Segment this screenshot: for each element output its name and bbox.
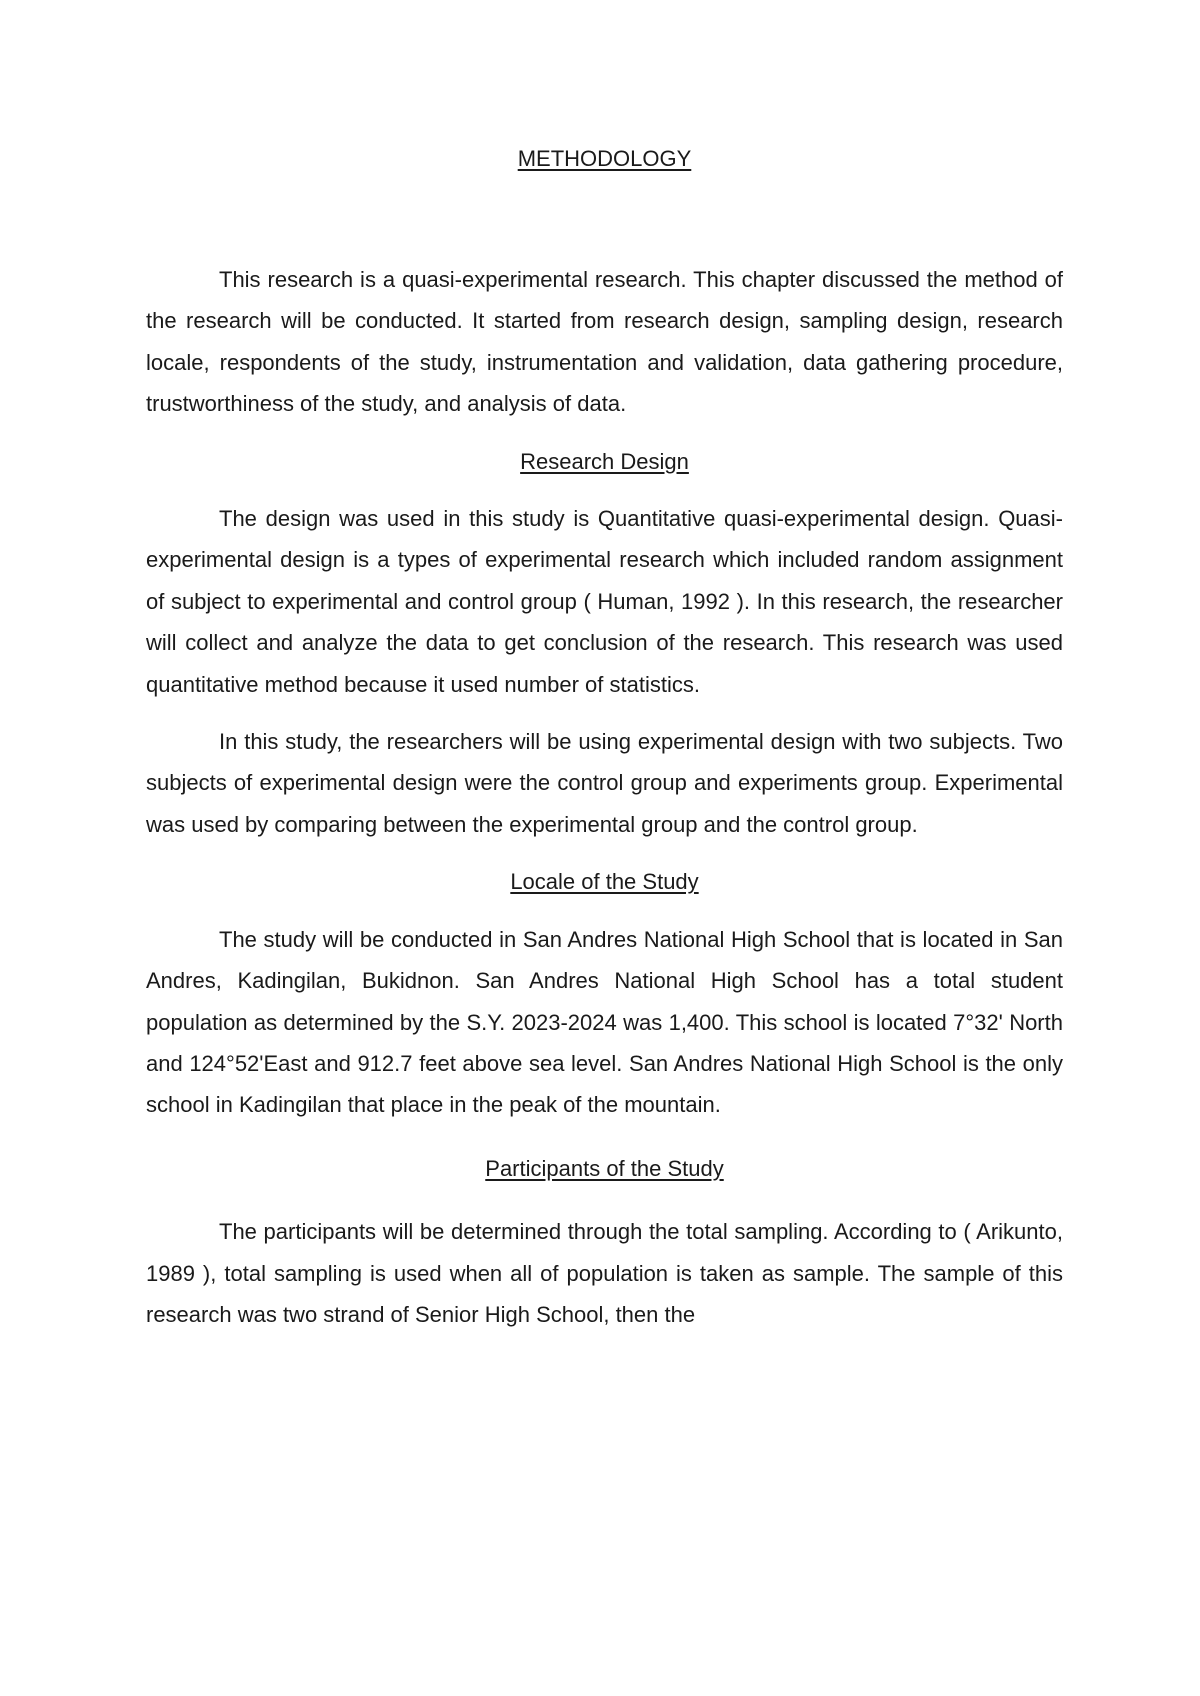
locale-paragraph: The study will be conducted in San Andres National High School that is located in San Andres, Kadingilan, Bukidnon. San Andres National High School has a total student population as determined by the S.Y. 2023-2024 was 1,400. This school is located 7°32' North and 124°52'East and 912.7 feet above sea level. San Andres National High School is the only school in Kadingilan that place in the peak of the mountain.	[146, 926, 1063, 1118]
section-heading-locale: Locale of the Study	[510, 869, 699, 895]
section-heading-participants: Participants of the Study	[485, 1155, 724, 1181]
participants-paragraph: The participants will be determined through the total sampling. According to ( Arikunto, 1989 ), total sampling is used when all of population is taken as sample. The sample of this research was two strand of Senior High School, then the	[146, 1219, 1063, 1327]
research-design-paragraph-2: In this study, the researchers will be using experimental design with two subjects. Two subjects of experimental design were the control group and experiments group. Experimental was used by comparing between the experimental group and the control group.	[146, 729, 1063, 837]
intro-paragraph: This research is a quasi-experimental research. This chapter discussed the method of the research will be conducted. It started from research design, sampling design, research locale, respondents of the study, instrumentation and validation, data gathering procedure, trustworthiness of the study, and analysis of data.	[146, 267, 1063, 417]
document-page	[146, 0, 1063, 1696]
document-title: METHODOLOGY	[517, 146, 692, 171]
section-heading-research-design: Research Design	[520, 448, 689, 474]
document-body	[146, 259, 1063, 1351]
research-design-paragraph-1: The design was used in this study is Quantitative quasi-experimental design. Quasi-experimental design is a types of experimental research which included random assignment of subject to experimental and control group ( Human, 1992 ). In this research, the researcher will collect and analyze the data to get conclusion of the research. This research was used quantitative method because it used number of statistics.	[146, 506, 1063, 697]
